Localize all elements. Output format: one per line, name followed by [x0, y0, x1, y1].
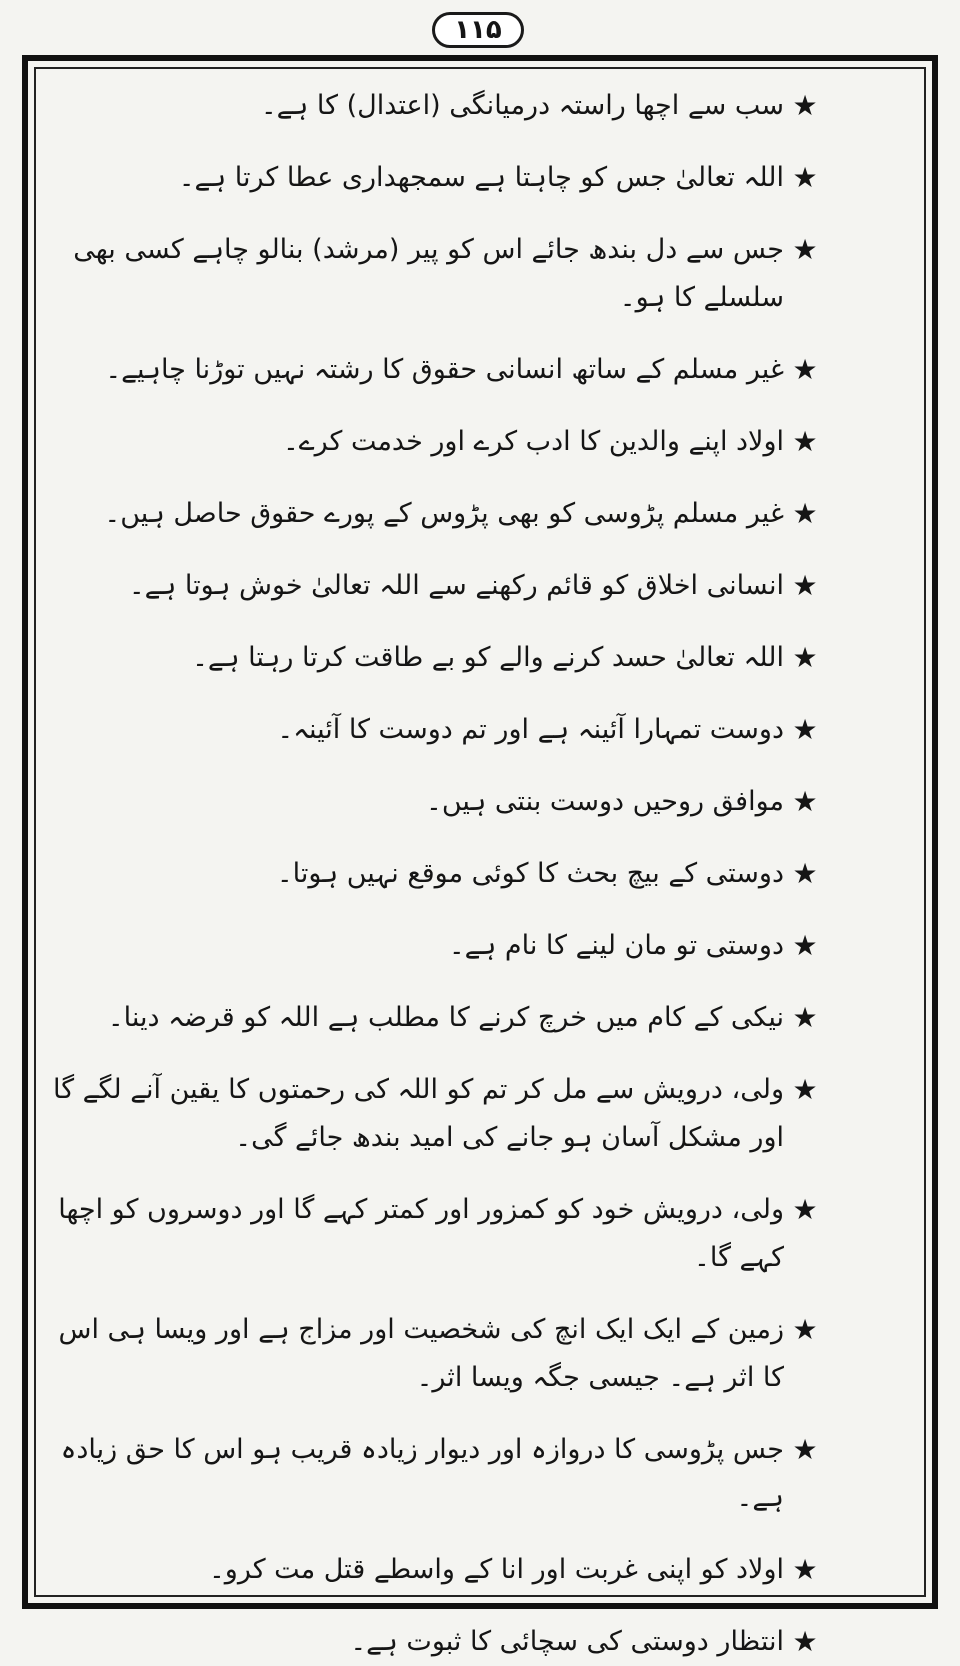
saying-text: غیر مسلم کے ساتھ انسانی حقوق کا رشتہ نہیں توڑنا چاہیے۔: [105, 354, 784, 385]
saying-text: غیر مسلم پڑوسی کو بھی پڑوس کے پورے حقوق حاصل ہیں۔: [104, 498, 784, 529]
star-bullet-icon: ★: [792, 1193, 818, 1226]
saying-text: دوستی کے بیچ بحث کا کوئی موقع نہیں ہوتا۔: [276, 858, 784, 889]
saying-item: [40, 1066, 820, 1162]
saying-item: [40, 346, 820, 394]
star-bullet-icon: ★: [792, 569, 818, 602]
saying-item: [40, 82, 820, 130]
saying-text: ولی، درویش خود کو کمزور اور کمتر کہے گا اور دوسروں کو اچھا کہے گا۔: [58, 1194, 784, 1273]
star-bullet-icon: ★: [792, 1625, 818, 1658]
saying-text: اللہ تعالیٰ حسد کرنے والے کو بے طاقت کرتا رہتا ہے۔: [192, 642, 784, 673]
saying-item: [40, 1546, 820, 1594]
sayings-list: [40, 82, 820, 1666]
star-bullet-icon: ★: [792, 1001, 818, 1034]
star-bullet-icon: ★: [792, 785, 818, 818]
saying-item: [40, 994, 820, 1042]
page-number: ۱۱۵: [432, 12, 524, 48]
star-bullet-icon: ★: [792, 233, 818, 266]
saying-text: سب سے اچھا راستہ درمیانگی (اعتدال) کا ہے۔: [260, 90, 784, 121]
saying-text: جس سے دل بندھ جائے اس کو پیر (مرشد) بنالو چاہے کسی بھی سلسلے کا ہو۔: [73, 234, 784, 313]
saying-text: دوست تمہارا آئینہ ہے اور تم دوست کا آئینہ۔: [277, 714, 784, 745]
saying-item: [40, 490, 820, 538]
saying-item: [40, 778, 820, 826]
saying-text: انسانی اخلاق کو قائم رکھنے سے اللہ تعالیٰ خوش ہوتا ہے۔: [128, 570, 784, 601]
star-bullet-icon: ★: [792, 425, 818, 458]
saying-item: [40, 562, 820, 610]
saying-item: [40, 922, 820, 970]
saying-text: دوستی تو مان لینے کا نام ہے۔: [448, 930, 784, 961]
saying-item: [40, 634, 820, 682]
saying-item: [40, 1186, 820, 1282]
star-bullet-icon: ★: [792, 857, 818, 890]
saying-item: [40, 418, 820, 466]
star-bullet-icon: ★: [792, 497, 818, 530]
saying-text: اللہ تعالیٰ جس کو چاہتا ہے سمجھداری عطا کرتا ہے۔: [178, 162, 784, 193]
star-bullet-icon: ★: [792, 89, 818, 122]
saying-text: انتظار دوستی کی سچائی کا ثبوت ہے۔: [350, 1626, 784, 1657]
star-bullet-icon: ★: [792, 353, 818, 386]
star-bullet-icon: ★: [792, 1553, 818, 1586]
star-bullet-icon: ★: [792, 929, 818, 962]
star-bullet-icon: ★: [792, 641, 818, 674]
saying-item: [40, 1426, 820, 1522]
star-bullet-icon: ★: [792, 1073, 818, 1106]
star-bullet-icon: ★: [792, 713, 818, 746]
saying-item: [40, 154, 820, 202]
saying-item: [40, 1306, 820, 1402]
star-bullet-icon: ★: [792, 1433, 818, 1466]
saying-item: [40, 706, 820, 754]
saying-item: [40, 850, 820, 898]
saying-text: زمین کے ایک ایک انچ کی شخصیت اور مزاج ہے اور ویسا ہی اس کا اثر ہے۔ جیسی جگہ ویسا اثر۔: [58, 1314, 784, 1393]
saying-text: نیکی کے کام میں خرچ کرنے کا مطلب ہے اللہ کو قرضہ دینا۔: [107, 1002, 784, 1033]
saying-item: [40, 1618, 820, 1666]
saying-text: اولاد کو اپنی غربت اور انا کے واسطے قتل مت کرو۔: [208, 1554, 784, 1585]
saying-text: اولاد اپنے والدین کا ادب کرے اور خدمت کرے۔: [282, 426, 784, 457]
saying-text: ولی، درویش سے مل کر تم کو اللہ کی رحمتوں کا یقین آنے لگے گا اور مشکل آسان ہو جانے کی امید بندھ جائے گی۔: [52, 1074, 784, 1153]
saying-text: جس پڑوسی کا دروازہ اور دیوار زیادہ قریب ہو اس کا حق زیادہ ہے۔: [60, 1434, 784, 1513]
saying-item: [40, 226, 820, 322]
star-bullet-icon: ★: [792, 161, 818, 194]
saying-text: موافق روحیں دوست بنتی ہیں۔: [426, 786, 784, 817]
star-bullet-icon: ★: [792, 1313, 818, 1346]
